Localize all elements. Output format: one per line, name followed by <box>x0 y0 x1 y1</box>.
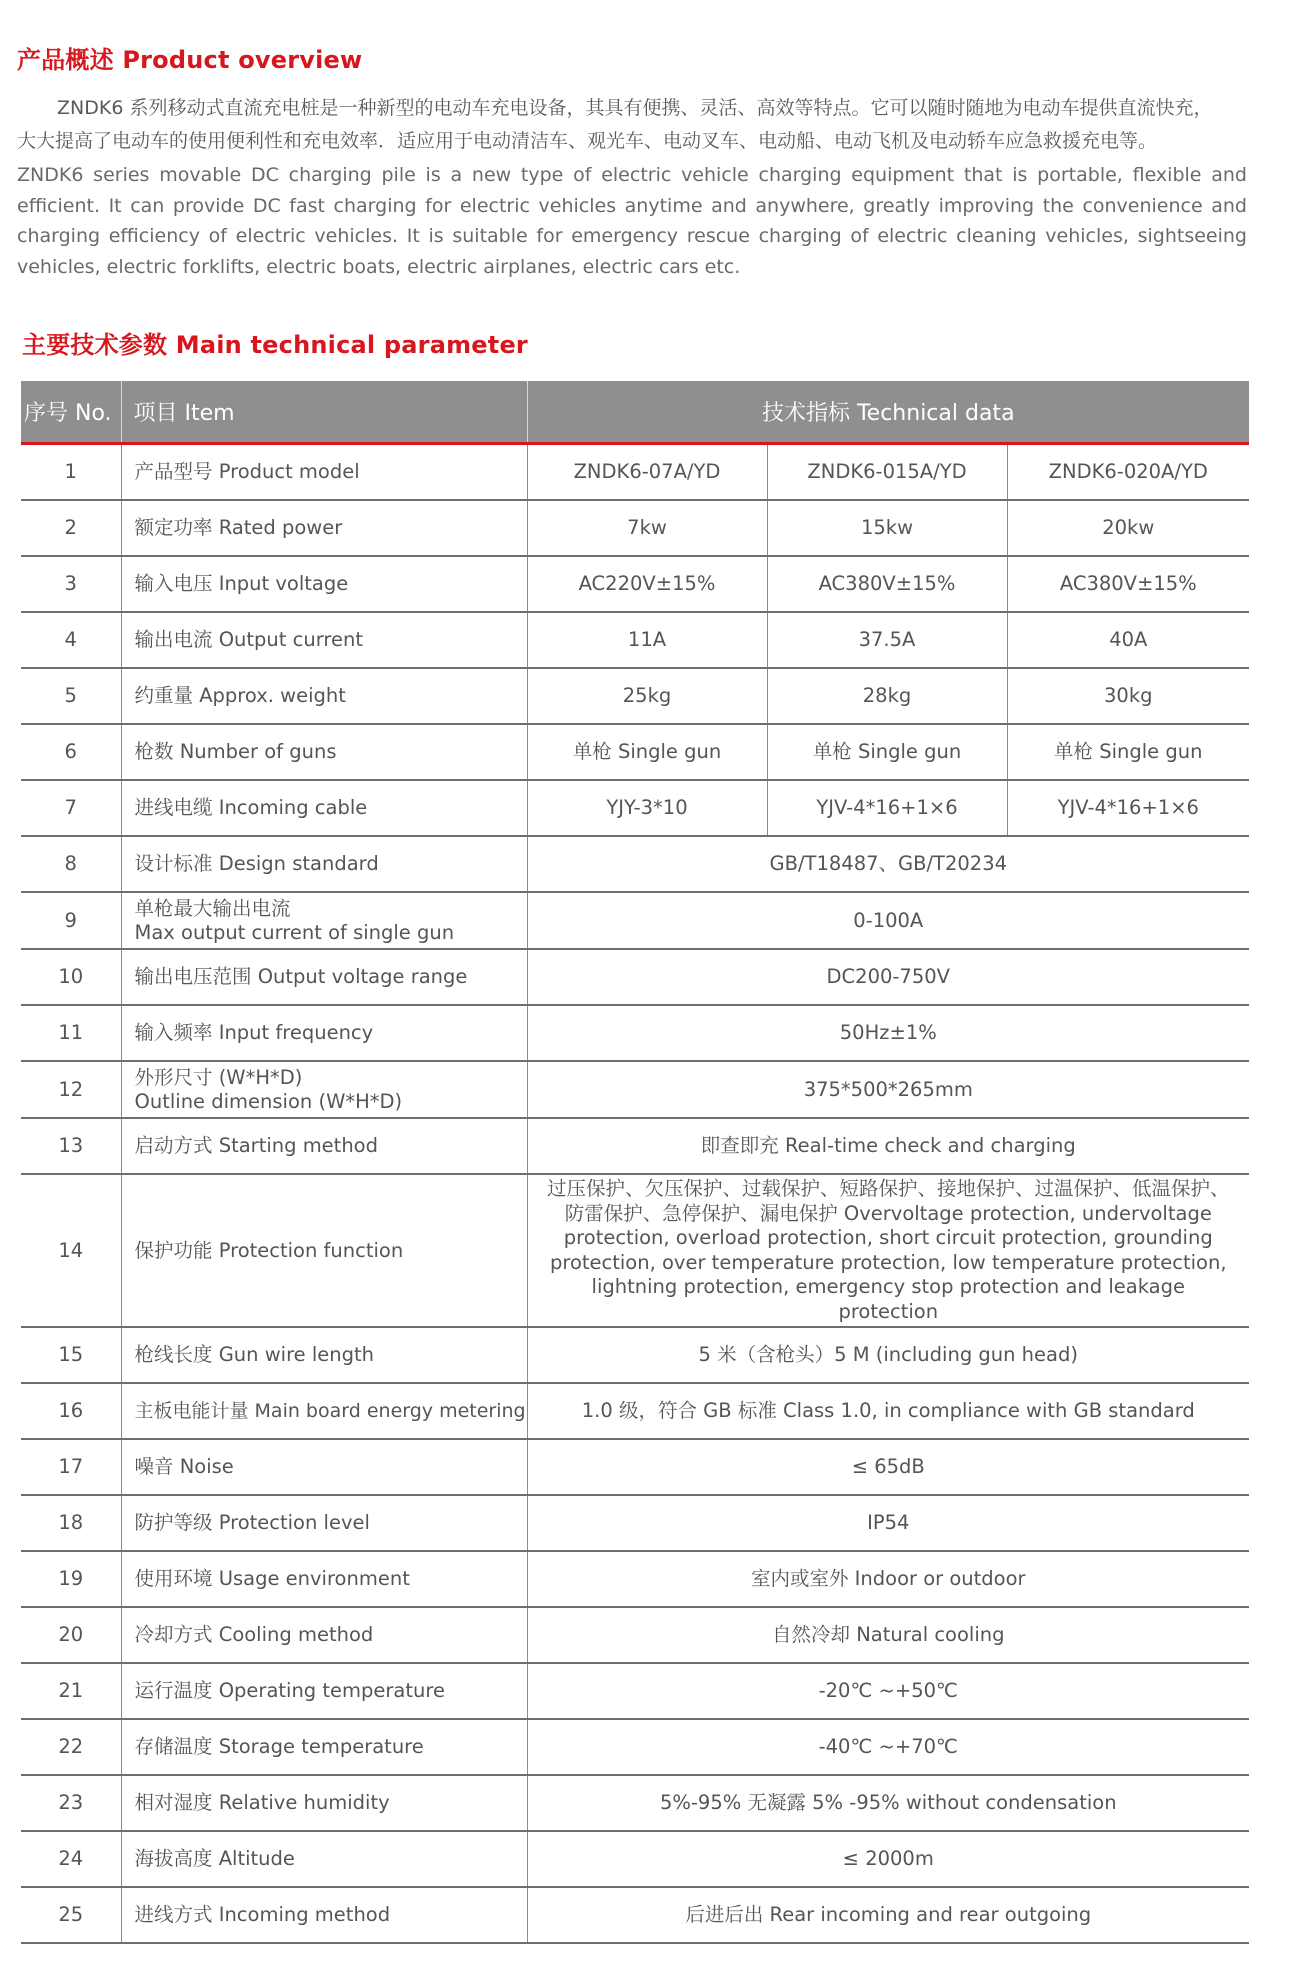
row-value: GB/T18487、GB/T20234 <box>527 836 1249 892</box>
table-row <box>21 1005 1249 1061</box>
row-no: 2 <box>21 500 121 556</box>
row-item-cn: 外形尺寸 (W*H*D) <box>134 1065 303 1089</box>
row-value: 5%-95% 无凝露 5% -95% without condensation <box>527 1775 1249 1831</box>
row-value-model-020: AC380V±15% <box>1007 556 1249 612</box>
row-no: 11 <box>21 1005 121 1061</box>
table-row <box>21 556 1249 612</box>
row-value-model-020: 单枪 Single gun <box>1007 724 1249 780</box>
overview-heading: 产品概述 Product overview <box>17 46 363 74</box>
row-value-model-07: 25kg <box>527 668 767 724</box>
row-item: 约重量 Approx. weight <box>121 668 527 724</box>
row-no: 6 <box>21 724 121 780</box>
row-value: 1.0 级，符合 GB 标准 Class 1.0, in compliance with GB standard <box>527 1383 1249 1439</box>
row-no: 7 <box>21 780 121 836</box>
table-row <box>21 949 1249 1005</box>
table-row <box>21 1831 1249 1887</box>
row-no: 22 <box>21 1719 121 1775</box>
table-row <box>21 1887 1249 1943</box>
row-value-model-020: 30kg <box>1007 668 1249 724</box>
row-no: 21 <box>21 1663 121 1719</box>
row-value: 50Hz±1% <box>527 1005 1249 1061</box>
table-row <box>21 1061 1249 1118</box>
row-item <box>121 1061 527 1118</box>
row-item-cn: 单枪最大输出电流 <box>134 896 291 920</box>
table-row <box>21 780 1249 836</box>
row-no: 9 <box>21 892 121 949</box>
row-item: 启动方式 Starting method <box>121 1118 527 1174</box>
row-value: ≤ 2000m <box>527 1831 1249 1887</box>
row-no: 16 <box>21 1383 121 1439</box>
row-item: 枪数 Number of guns <box>121 724 527 780</box>
row-value: 过压保护、欠压保护、过载保护、短路保护、接地保护、过温保护、低温保护、防雷保护、急停保护、漏电保护 Overvoltage protection, undervoltage protection, overload protection, short circuit protection, grounding protection, over temperature protection, low temperature protection, lightning protection, emergency stop protection and leakage protection <box>527 1174 1249 1327</box>
row-value-model-015: ZNDK6-015A/YD <box>767 444 1007 501</box>
table-row <box>21 1327 1249 1383</box>
table-row <box>21 724 1249 780</box>
row-no: 25 <box>21 1887 121 1943</box>
row-item-en: Outline dimension (W*H*D) <box>134 1089 403 1113</box>
row-value-model-020: 20kw <box>1007 500 1249 556</box>
header-item: 项目 Item <box>121 381 527 444</box>
table-row <box>21 1118 1249 1174</box>
overview-cn-line-1: ZNDK6 系列移动式直流充电桩是一种新型的电动车充电设备，其具有便携、灵活、高效等特点。它可以随时随地为电动车提供直流快充， <box>57 97 1213 119</box>
row-item: 冷却方式 Cooling method <box>121 1607 527 1663</box>
row-item-en: Max output current of single gun <box>134 920 455 944</box>
row-no: 15 <box>21 1327 121 1383</box>
row-item: 存储温度 Storage temperature <box>121 1719 527 1775</box>
row-item: 设计标准 Design standard <box>121 836 527 892</box>
row-no: 3 <box>21 556 121 612</box>
row-item: 保护功能 Protection function <box>121 1174 527 1327</box>
row-item: 海拔高度 Altitude <box>121 1831 527 1887</box>
row-value: 即查即充 Real-time check and charging <box>527 1118 1249 1174</box>
row-no: 13 <box>21 1118 121 1174</box>
row-no: 10 <box>21 949 121 1005</box>
table-row <box>21 668 1249 724</box>
row-value: 375*500*265mm <box>527 1061 1249 1118</box>
row-no: 24 <box>21 1831 121 1887</box>
row-value-model-020: ZNDK6-020A/YD <box>1007 444 1249 501</box>
table-row <box>21 1719 1249 1775</box>
row-value: 自然冷却 Natural cooling <box>527 1607 1249 1663</box>
row-value-model-015: 37.5A <box>767 612 1007 668</box>
row-value: DC200-750V <box>527 949 1249 1005</box>
header-technical-data: 技术指标 Technical data <box>527 381 1249 444</box>
row-item: 进线电缆 Incoming cable <box>121 780 527 836</box>
row-no: 18 <box>21 1495 121 1551</box>
row-no: 4 <box>21 612 121 668</box>
table-row <box>21 1607 1249 1663</box>
row-item: 输入频率 Input frequency <box>121 1005 527 1061</box>
row-item: 主板电能计量 Main board energy metering <box>121 1383 527 1439</box>
table-header-row <box>21 381 1249 444</box>
row-no: 17 <box>21 1439 121 1495</box>
row-item: 枪线长度 Gun wire length <box>121 1327 527 1383</box>
table-row <box>21 1495 1249 1551</box>
row-value-model-015: AC380V±15% <box>767 556 1007 612</box>
table-row <box>21 1775 1249 1831</box>
table-row <box>21 892 1249 949</box>
table-row <box>21 1551 1249 1607</box>
technical-parameter-table <box>21 381 1249 1944</box>
table-row <box>21 1383 1249 1439</box>
row-value-model-07: AC220V±15% <box>527 556 767 612</box>
row-item: 运行温度 Operating temperature <box>121 1663 527 1719</box>
row-no: 23 <box>21 1775 121 1831</box>
row-value-model-07: 单枪 Single gun <box>527 724 767 780</box>
row-no: 12 <box>21 1061 121 1118</box>
table-row <box>21 444 1249 501</box>
row-item: 相对湿度 Relative humidity <box>121 1775 527 1831</box>
table-row <box>21 836 1249 892</box>
row-no: 1 <box>21 444 121 501</box>
row-no: 5 <box>21 668 121 724</box>
row-value-model-07: 7kw <box>527 500 767 556</box>
table-row <box>21 1439 1249 1495</box>
row-item <box>121 892 527 949</box>
row-item: 输出电压范围 Output voltage range <box>121 949 527 1005</box>
row-item: 产品型号 Product model <box>121 444 527 501</box>
table-row <box>21 500 1249 556</box>
row-no: 14 <box>21 1174 121 1327</box>
row-item: 输入电压 Input voltage <box>121 556 527 612</box>
row-value-model-015: YJV-4*16+1×6 <box>767 780 1007 836</box>
row-value-model-015: 单枪 Single gun <box>767 724 1007 780</box>
row-value: 室内或室外 Indoor or outdoor <box>527 1551 1249 1607</box>
row-item: 进线方式 Incoming method <box>121 1887 527 1943</box>
row-value: -20℃ ~+50℃ <box>527 1663 1249 1719</box>
params-heading: 主要技术参数 Main technical parameter <box>22 331 528 359</box>
row-value: IP54 <box>527 1495 1249 1551</box>
row-value-model-07: YJY-3*10 <box>527 780 767 836</box>
table-row <box>21 1663 1249 1719</box>
table-row <box>21 1174 1249 1327</box>
overview-cn-line-2: 大大提高了电动车的使用便利性和充电效率．适应用于电动清洁车、观光车、电动叉车、电动船、电动飞机及电动轿车应急救援充电等。 <box>17 130 1158 152</box>
overview-en-paragraph: ZNDK6 series movable DC charging pile is a new type of electric vehicle charging equipment that is portable, flexible and efficient. It can provide DC fast charging for electric vehicles anytime and anywhere, greatly improving the convenience and charging efficiency of electric vehicles. It is suitable for emergency rescue charging of electric cleaning vehicles, sightseeing vehicles, electric forklifts, electric boats, electric airplanes, electric cars etc. <box>17 164 1247 278</box>
header-no: 序号 No. <box>21 381 121 444</box>
row-value: 5 米（含枪头）5 M (including gun head) <box>527 1327 1249 1383</box>
table-row <box>21 612 1249 668</box>
row-item: 输出电流 Output current <box>121 612 527 668</box>
row-no: 19 <box>21 1551 121 1607</box>
row-value-model-020: YJV-4*16+1×6 <box>1007 780 1249 836</box>
row-value: 0-100A <box>527 892 1249 949</box>
row-no: 20 <box>21 1607 121 1663</box>
row-value-model-07: ZNDK6-07A/YD <box>527 444 767 501</box>
row-value-model-015: 15kw <box>767 500 1007 556</box>
row-item: 额定功率 Rated power <box>121 500 527 556</box>
row-item: 防护等级 Protection level <box>121 1495 527 1551</box>
row-value-model-020: 40A <box>1007 612 1249 668</box>
row-item: 使用环境 Usage environment <box>121 1551 527 1607</box>
row-item: 噪音 Noise <box>121 1439 527 1495</box>
row-value: -40℃ ~+70℃ <box>527 1719 1249 1775</box>
row-value: ≤ 65dB <box>527 1439 1249 1495</box>
row-value: 后进后出 Rear incoming and rear outgoing <box>527 1887 1249 1943</box>
row-value-model-07: 11A <box>527 612 767 668</box>
row-value-model-015: 28kg <box>767 668 1007 724</box>
row-no: 8 <box>21 836 121 892</box>
